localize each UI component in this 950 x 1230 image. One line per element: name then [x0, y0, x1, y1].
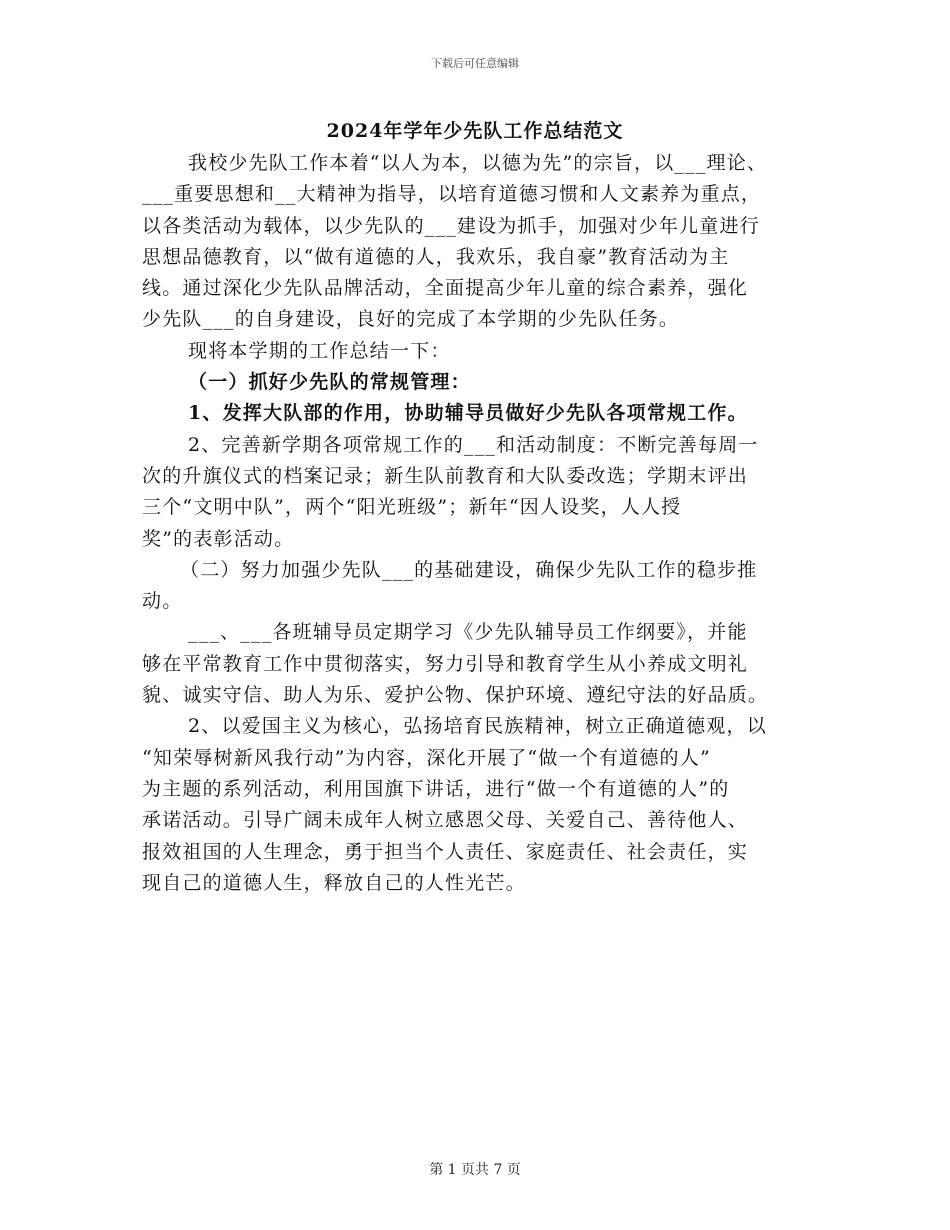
body-line: ___、___各班辅导员定期学习《少先队辅导员工作纲要》，并能 — [188, 621, 748, 644]
body-line: 我校少先队工作本着“以人为本，以德为先”的宗旨，以___理论、 — [188, 152, 768, 174]
body-line: 貌、诚实守信、助人为乐、爱护公物、保护环境、遵纪守法的好品质。 — [142, 684, 769, 707]
body-line: 2、以爱国主义为核心，弘扬培育民族精神，树立正确道德观，以 — [188, 715, 767, 738]
body-line: （二）努力加强少先队___的基础建设，确保少先队工作的稳步推 — [180, 558, 758, 581]
page-header: 下载后可任意编辑 — [431, 57, 519, 70]
body-line: 够在平常教育工作中贯彻落实，努力引导和教育学生从小养成文明礼 — [142, 652, 749, 675]
document-body — [142, 148, 822, 899]
body-line: 2、完善新学期各项常规工作的___和活动制度：不断完善每周一 — [188, 433, 759, 456]
body-line: 少先队___的自身建设，良好的完成了本学期的少先队任务。 — [142, 308, 680, 331]
body-line: （一）抓好少先队的常规管理： — [188, 371, 471, 394]
body-line: 线。通过深化少先队品牌活动，全面提高少年儿童的综合素养，强化 — [142, 277, 749, 300]
body-line: 现将本学期的工作总结一下： — [188, 339, 451, 362]
body-line: 报效祖国的人生理念，勇于担当个人责任、家庭责任、社会责任，实 — [142, 840, 749, 863]
body-line: 现自己的道德人生，释放自己的人性光芒。 — [142, 871, 526, 894]
body-line: 奖”的表彰活动。 — [142, 527, 295, 550]
body-line: 思想品德教育，以“做有道德的人，我欢乐，我自豪”教育活动为主 — [142, 245, 730, 268]
body-line: 动。 — [142, 590, 183, 613]
body-line: 为主题的系列活动，利用国旗下讲话，进行“做一个有道德的人”的 — [142, 777, 730, 800]
body-line: 以各类活动为载体，以少先队的___建设为抓手，加强对少年儿童进行 — [142, 214, 760, 237]
document-title: 2024年学年少先队工作总结范文 — [326, 120, 624, 142]
body-line: “知荣辱树新风我行动”为内容，深化开展了“做一个有道德的人” — [142, 746, 711, 769]
page-footer: 第 1 页共 7 页 — [429, 1162, 521, 1178]
body-line: 次的升旗仪式的档案记录；新生队前教育和大队委改选；学期末评出 — [142, 464, 749, 487]
body-line: 1、发挥大队部的作用，协助辅导员做好少先队各项常规工作。 — [188, 402, 748, 425]
body-line: ___重要思想和__大精神为指导，以培育道德习惯和人文素养为重点， — [142, 183, 762, 206]
body-line: 三个“文明中队”，两个“阳光班级”；新年“因人设奖，人人授 — [142, 496, 682, 519]
body-line: 承诺活动。引导广阔未成年人树立感恩父母、关爱自己、善待他人、 — [142, 809, 749, 832]
